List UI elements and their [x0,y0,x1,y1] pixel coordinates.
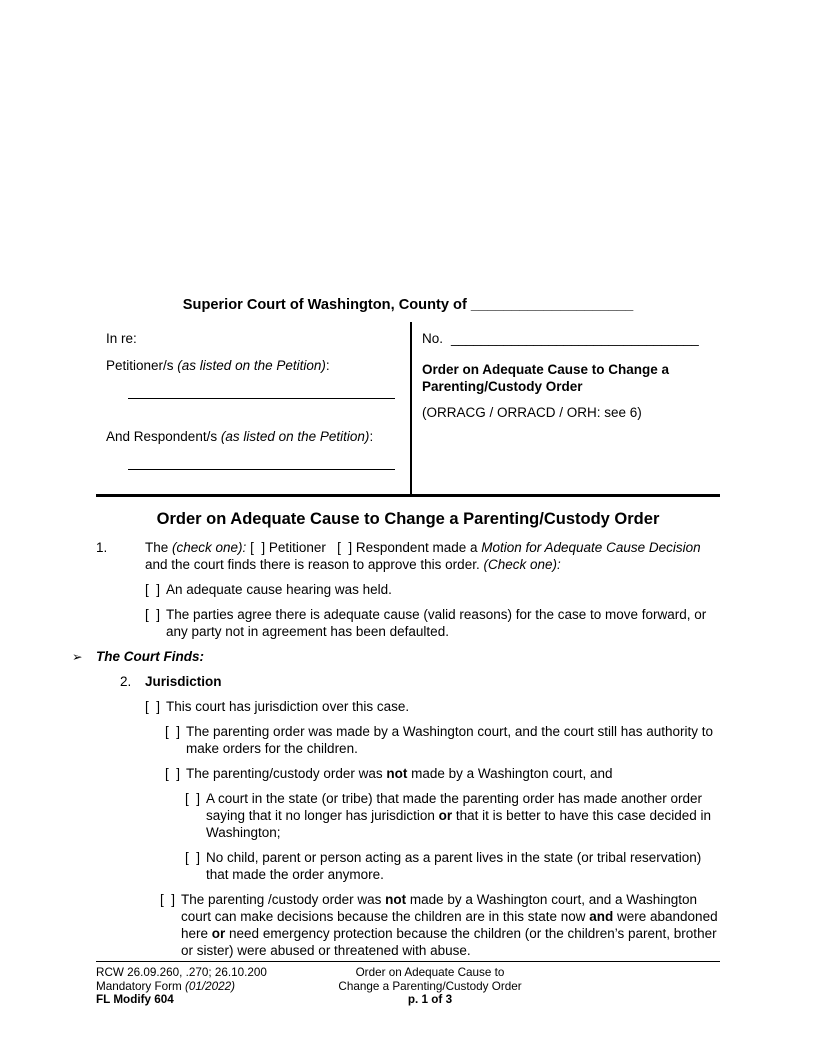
wa-court-order-label: The parenting order was made by a Washington court, and the court still has authority to make orders for the children. [186,724,714,756]
case-number-line [422,330,716,347]
text-segment-bold: not [385,892,407,907]
adequate-cause-hearing-label: An adequate cause hearing was held. [166,582,392,597]
petitioner-label: Petitioner/s [106,358,178,373]
respondent-label: And Respondent/s [106,429,221,444]
footer-form-date: (01/2022) [184,979,236,993]
footer-doc-title-line2: Change a Parenting/Custody Order [338,979,522,993]
text-segment-bold: not [386,766,408,781]
item-1-text [145,539,720,573]
emergency-jurisdiction-checkbox[interactable]: [ ] [160,892,176,907]
emergency-jurisdiction-item [160,891,720,959]
caption-case-column [412,322,720,494]
wa-court-order-item [165,723,720,757]
jurisdiction-heading: Jurisdiction [145,674,222,689]
parties-agree-label: The parties agree there is adequate cause (valid reasons) for the case to move forward, or any party not in agreement has been defaulted. [166,607,707,639]
footer-form-number: FL Modify 604 [96,993,174,1006]
adequate-cause-hearing-checkbox[interactable]: [ ] [145,582,161,597]
caption-parties-column [96,322,410,494]
text-segment: Petitioner [265,540,338,555]
court-has-jurisdiction-item [145,698,720,715]
caption-form-codes: (ORRACG / ORRACD / ORH: see 6) [422,405,642,420]
text-segment: were abandoned here [181,909,718,941]
text-segment: need emergency protection because the children (or the children’s parent, brother or sister) were abused or threatened with abuse. [181,926,717,958]
caption-form-title: Order on Adequate Cause to Change a Parenting/Custody Order [422,362,670,394]
text-segment: A court in the state (or tribe) that made the parenting order has made another order saying that it no longer has jurisdiction [206,791,703,823]
footer-citation: RCW 26.09.260, .270; 26.10.200 [96,966,267,979]
text-segment: Respondent made a [352,540,482,555]
respondent-line [106,428,404,445]
not-wa-court-label [186,765,720,782]
other-court-ceded-item [185,790,720,841]
case-caption [96,322,720,497]
text-segment: that it is better to have this case decided in Washington; [206,808,712,840]
county-blank[interactable]: ____________________ [470,297,634,313]
respondent-checkbox[interactable]: [ ] [337,540,353,555]
respondent-note: (as listed on the Petition) [220,429,370,444]
petitioner-name-blank[interactable] [128,398,395,399]
other-court-ceded-label [206,790,720,841]
text-segment-bold: or [211,926,226,941]
check-one-instruction: (Check one): [483,557,561,572]
text-segment: and the court finds there is reason to approve this order. [145,540,705,572]
not-wa-court-checkbox[interactable]: [ ] [165,766,181,781]
item-1 [96,539,720,573]
no-child-lives-item [185,849,720,883]
item-2-number: 2. [120,674,132,689]
court-finds-heading [72,648,720,665]
case-number-blank[interactable]: _________________________________ [451,331,699,346]
other-court-ceded-checkbox[interactable]: [ ] [185,791,201,806]
parties-agree-item [145,606,720,640]
motion-title-segment: Motion for Adequate Cause Decision [481,540,701,555]
court-has-jurisdiction-checkbox[interactable]: [ ] [145,699,161,714]
footer-center [260,966,600,1007]
case-number-label: No. [422,331,444,346]
text-segment: The [145,540,173,555]
text-segment: The parenting/custody order was [186,766,387,781]
court-has-jurisdiction-label: This court has jurisdiction over this case. [166,699,410,714]
petitioner-note: (as listed on the Petition) [177,358,326,373]
text-segment-bold: and [589,909,614,924]
wa-court-order-checkbox[interactable]: [ ] [165,724,181,739]
court-header [96,296,720,314]
arrow-bullet-icon: ➢ [72,649,83,664]
check-one-instruction: (check one): [172,540,251,555]
not-wa-court-item [165,765,720,782]
text-segment: made by a Washington court, and a Washington court can make decisions because the children are in this state now [181,892,698,924]
petitioner-line [106,357,404,374]
petitioner-colon: : [325,358,330,373]
no-child-lives-checkbox[interactable]: [ ] [185,850,201,865]
respondent-name-blank[interactable] [128,469,395,470]
text-segment: Mandatory Form [96,979,185,993]
court-header-title: Superior Court of Washington, County of [182,297,471,313]
text-segment: The parenting /custody order was [181,892,386,907]
court-finds-label: The Court Finds: [96,649,204,664]
item-2 [96,673,720,690]
petitioner-checkbox[interactable]: [ ] [250,540,266,555]
respondent-colon: : [369,429,374,444]
item-1-number: 1. [96,540,108,555]
parties-agree-checkbox[interactable]: [ ] [145,607,161,622]
main-title: Order on Adequate Cause to Change a Parenting/Custody Order [156,510,660,528]
emergency-jurisdiction-label [181,891,720,959]
adequate-cause-hearing-item [145,581,720,598]
in-re-label: In re: [106,331,137,346]
footer-page-number: p. 1 of 3 [407,993,453,1006]
no-child-lives-label: No child, parent or person acting as a parent lives in the state (or tribal reservation) that made the order anymore. [206,850,702,882]
page-footer [96,961,720,1007]
footer-doc-title-line1: Order on Adequate Cause to [355,966,505,979]
text-segment: made by a Washington court, and [407,766,613,781]
text-segment-bold: or [438,808,453,823]
